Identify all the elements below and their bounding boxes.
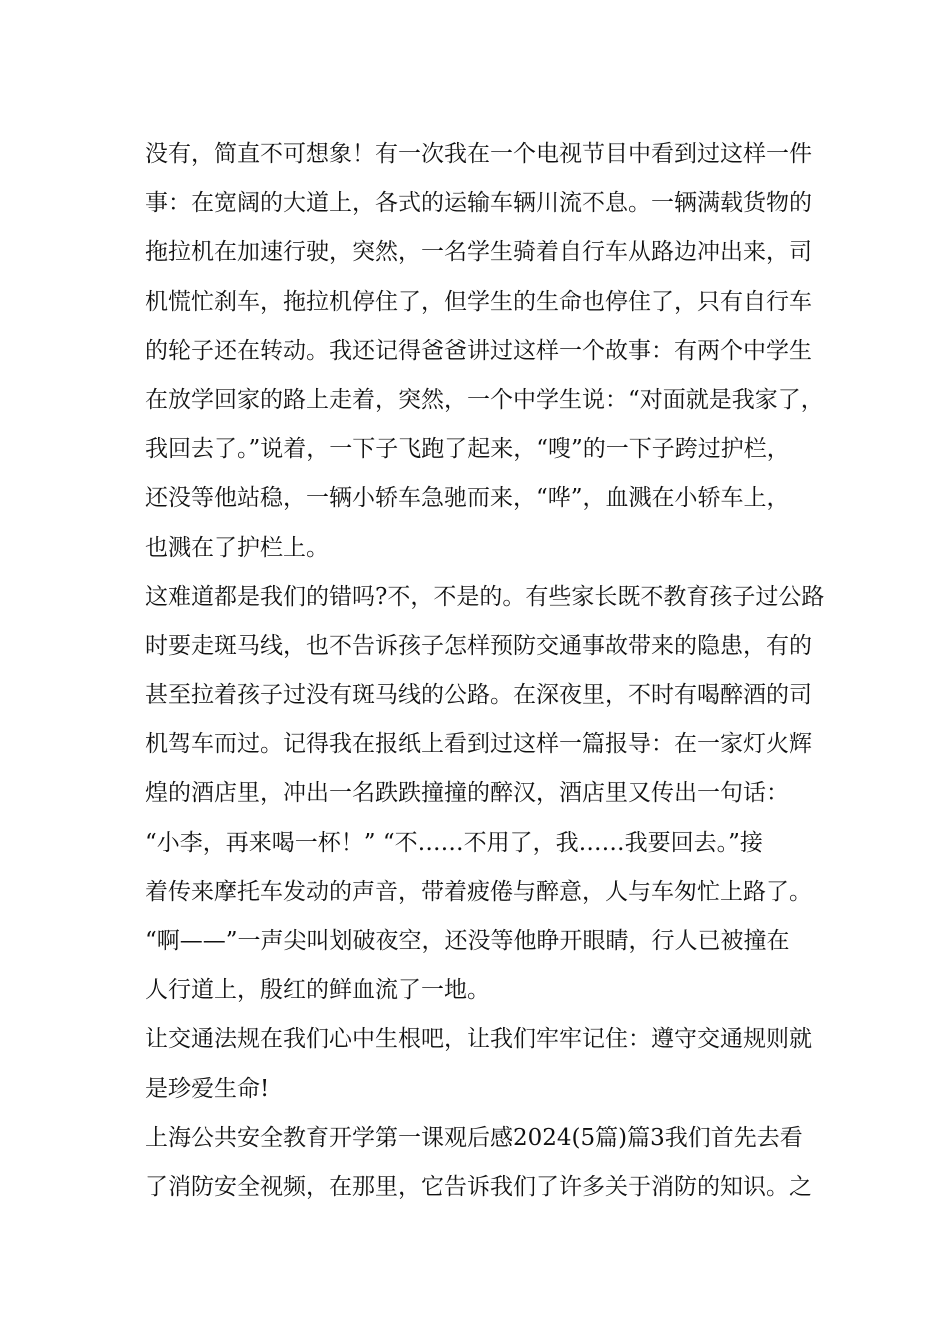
text-line: 上海公共安全教育开学第一课观后感2024(5篇)篇3我们首先去看: [145, 1124, 803, 1151]
text-line: 机慌忙刹车，拖拉机停住了，但学生的生命也停住了，只有自行车: [145, 288, 812, 315]
text-line: 我回去了。”说着，一下子飞跑了起来，“嗖”的一下子跨过护栏，: [145, 436, 790, 463]
text-line: 没有，简直不可想象！有一次我在一个电视节目中看到过这样一件: [145, 141, 812, 167]
text-line: 让交通法规在我们心中生根吧，让我们牢牢记住：遵守交通规则就: [145, 1026, 812, 1053]
text-line: 时要走斑马线，也不告诉孩子怎样预防交通事故带来的隐患，有的: [145, 632, 812, 659]
text-line: 机驾车而过。记得我在报纸上看到过这样一篇报导：在一家灯火辉: [145, 731, 812, 758]
text-line: 了消防安全视频，在那里，它告诉我们了许多关于消防的知识。之: [145, 1173, 812, 1200]
text-line: 在放学回家的路上走着，突然，一个中学生说：“对面就是我家了，: [145, 386, 824, 413]
text-line: 人行道上，殷红的鲜血流了一地。: [145, 977, 490, 1004]
text-line: “啊——”一声尖叫划破夜空，还没等他睁开眼睛，行人已被撞在: [145, 928, 790, 954]
document-body: [145, 130, 825, 1212]
text-line: “小李，再来喝一杯！” “不……不用了，我……我要回去。”接: [145, 829, 763, 856]
text-line: 也溅在了护栏上。: [145, 534, 329, 561]
text-line: 甚至拉着孩子过没有斑马线的公路。在深夜里，不时有喝醉酒的司: [145, 682, 812, 709]
text-line: 拖拉机在加速行驶，突然，一名学生骑着自行车从路边冲出来，司: [145, 239, 812, 266]
text-line: 这难道都是我们的错吗?不，不是的。有些家长既不教育孩子过公路: [145, 583, 825, 610]
text-line: 的轮子还在转动。我还记得爸爸讲过这样一个故事：有两个中学生: [145, 337, 812, 364]
text-line: 还没等他站稳，一辆小轿车急驰而来，“哗”，血溅在小轿车上，: [145, 485, 790, 512]
text-line: 着传来摩托车发动的声音，带着疲倦与醉意，人与车匆忙上路了。: [145, 878, 812, 905]
text-line: 煌的酒店里，冲出一名跌跌撞撞的醉汉，酒店里又传出一句话：: [145, 780, 789, 807]
text-line: 事：在宽阔的大道上，各式的运输车辆川流不息。一辆满载货物的: [145, 190, 812, 217]
text-line: 是珍爱生命!: [145, 1075, 270, 1102]
